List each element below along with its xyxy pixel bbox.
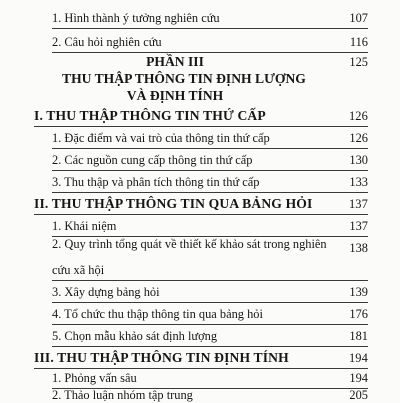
toc-entry	[52, 280, 368, 303]
part-title-line2: VÀ ĐỊNH TÍNH	[126, 88, 224, 103]
toc-entry-page: 116	[349, 35, 368, 49]
toc-entry-title: 1. Khái niệm	[52, 219, 117, 233]
toc-section-page: 194	[348, 351, 368, 365]
toc-section-page: 126	[348, 109, 368, 123]
toc-section-title: I. THU THẬP THÔNG TIN THỨ CẤP	[34, 108, 266, 123]
toc-entry-page: 130	[349, 153, 368, 167]
toc-section-page: 137	[348, 197, 368, 211]
part-title-line1: THU THẬP THÔNG TIN ĐỊNH LƯỢNG	[62, 71, 306, 86]
toc-entry-title: 5. Chọn mẫu khảo sát định lượng	[52, 329, 218, 343]
toc-section-title: III. THU THẬP THÔNG TIN ĐỊNH TÍNH	[34, 350, 289, 365]
toc-entry	[52, 148, 368, 171]
toc-entry-title: 1. Đặc điểm và vai trò của thông tin thứ cấp	[52, 131, 270, 145]
toc-entry-title-line1: 2. Quy trình tổng quát về thiết kế khảo sát trong nghiên	[52, 237, 327, 251]
toc-entry-title-line2: cứu xã hội	[52, 263, 105, 277]
part-page: 125	[349, 55, 368, 69]
toc-entry	[52, 324, 368, 347]
toc-entry	[52, 368, 368, 389]
toc-entry	[52, 170, 368, 193]
toc-entry	[52, 214, 368, 237]
toc-entry-title: 2. Các nguồn cung cấp thông tin thứ cấp	[52, 153, 253, 167]
toc-entry-title: 1. Phỏng vấn sâu	[52, 371, 137, 385]
toc-section	[34, 346, 368, 369]
toc-entry-title: 1. Hình thành ý tưởng nghiên cứu	[52, 11, 220, 25]
toc-section	[34, 104, 368, 127]
toc-entry	[52, 6, 368, 29]
toc-entry-page: 138	[349, 241, 368, 255]
toc-entry	[52, 126, 368, 149]
toc-entry-page: 176	[349, 307, 368, 321]
toc-entry	[52, 28, 368, 53]
part-label: PHẦN III	[146, 54, 204, 69]
toc-entry	[52, 258, 368, 281]
toc-entry-page: 205	[349, 388, 368, 402]
toc-entry-page: 133	[349, 175, 368, 189]
toc-section	[34, 192, 368, 215]
toc-entry-title: 2. Thảo luận nhóm tập trung	[52, 388, 193, 402]
toc-entry-title: 4. Tổ chức thu thập thông tin qua bảng hỏi	[52, 307, 263, 321]
toc-entry-page: 126	[349, 131, 368, 145]
toc-entry-page: 194	[349, 371, 368, 385]
toc-entry-title: 3. Xây dựng bảng hỏi	[52, 285, 160, 299]
toc-entry-page: 137	[349, 219, 368, 233]
toc-entry	[52, 388, 368, 400]
toc-entry-title: 3. Thu thập và phân tích thông tin thứ cấp	[52, 175, 260, 189]
toc-entry-page: 181	[349, 329, 368, 343]
toc-entry	[52, 302, 368, 325]
toc-section-title: II. THU THẬP THÔNG TIN QUA BẢNG HỎI	[34, 196, 313, 211]
toc-entry-page-holder	[52, 236, 368, 258]
toc-entry-page: 107	[349, 11, 368, 25]
toc-entry-title: 2. Câu hỏi nghiên cứu	[52, 35, 162, 49]
toc-entry-page: 139	[349, 285, 368, 299]
